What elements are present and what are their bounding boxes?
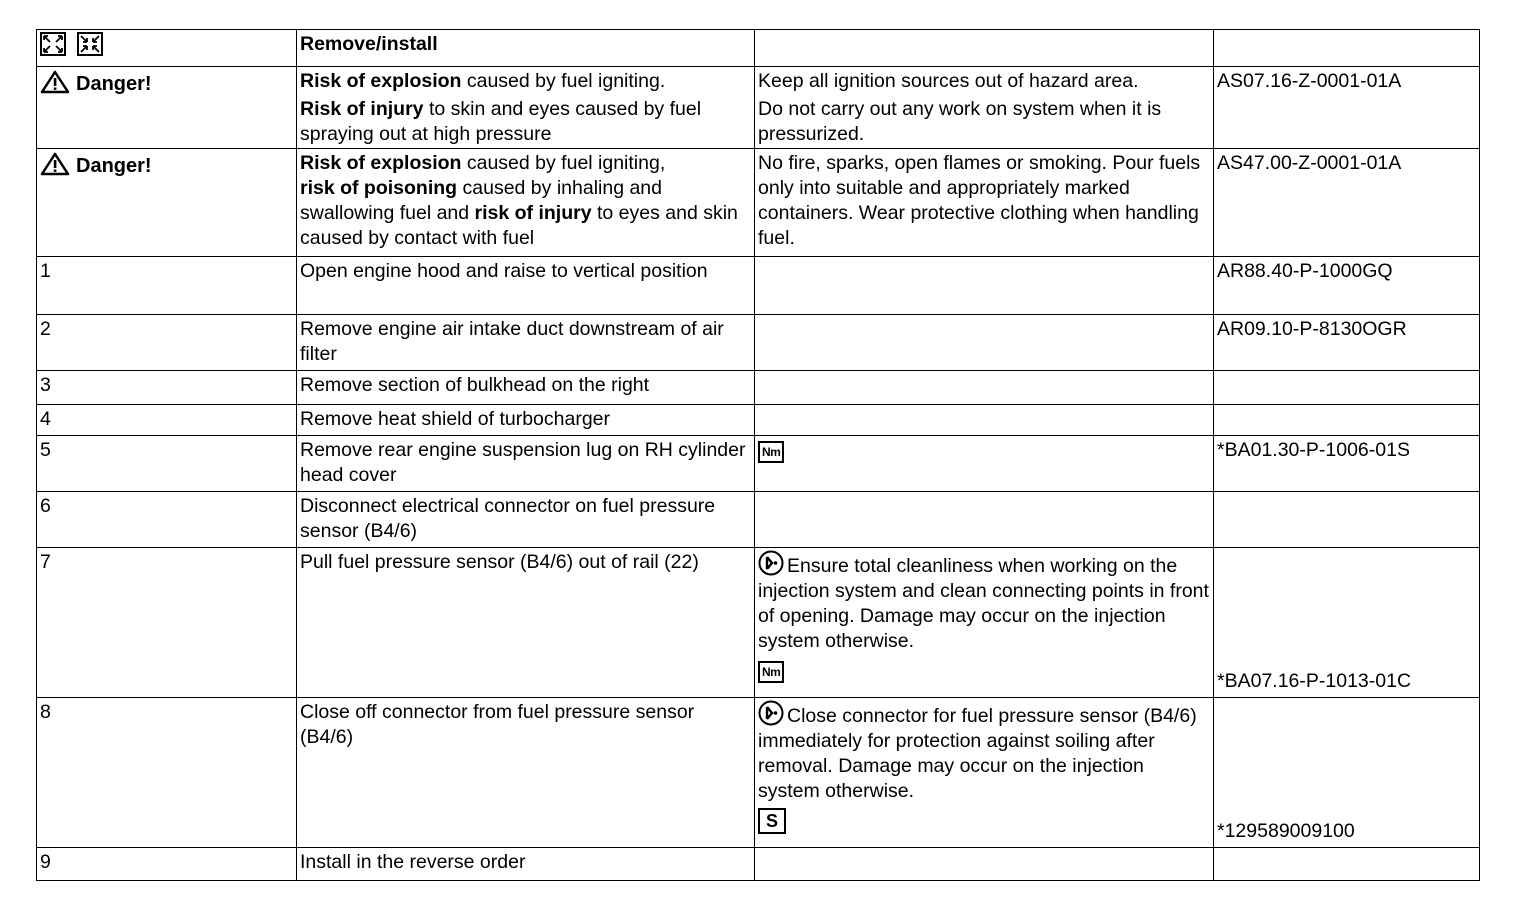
- step-action: Remove rear engine suspension lug on RH cylinder head cover: [297, 436, 755, 492]
- hazard-bold: Risk of explosion: [300, 152, 462, 174]
- hazard-text: [297, 67, 755, 149]
- header-row: [37, 30, 1480, 67]
- warning-triangle-icon: [40, 70, 70, 94]
- step-note: [755, 492, 1214, 548]
- step-action: Close off connector from fuel pressure sensor (B4/6): [297, 698, 755, 848]
- step-row: [37, 436, 1480, 492]
- danger-row-1: [37, 67, 1480, 149]
- step-number: 4: [37, 405, 297, 436]
- step-row: [37, 315, 1480, 371]
- remove-icon: [40, 32, 66, 56]
- step-note: [755, 698, 1214, 848]
- note-icon: [758, 550, 784, 576]
- step-row: [37, 698, 1480, 848]
- note-icon: [758, 700, 784, 726]
- hazard-text-part: caused by fuel igniting,: [461, 152, 666, 174]
- step-note: [755, 315, 1214, 371]
- torque-icon: Nm: [758, 661, 784, 683]
- hazard-bold: risk of poisoning: [300, 177, 458, 199]
- step-number: 5: [37, 436, 297, 492]
- header-title: Remove/install: [297, 30, 755, 67]
- step-note: [755, 548, 1214, 698]
- ref-code: *BA07.16-P-1013-01C: [1217, 670, 1412, 692]
- step-number: 3: [37, 371, 297, 405]
- step-action: Install in the reverse order: [297, 848, 755, 881]
- torque-icon: Nm: [758, 441, 784, 463]
- ref-code: AS47.00-Z-0001-01A: [1214, 149, 1480, 257]
- ref-code: [1214, 492, 1480, 548]
- step-row: [37, 371, 1480, 405]
- danger-label: Danger!: [76, 73, 152, 95]
- step-note: [755, 405, 1214, 436]
- ref-code: AS07.16-Z-0001-01A: [1214, 67, 1480, 149]
- step-number: 8: [37, 698, 297, 848]
- step-row: [37, 257, 1480, 315]
- note-text: Close connector for fuel pressure sensor (B4/6) immediately for protection against soiling after removal. Damage may occur on the injection system otherwise.: [758, 705, 1197, 802]
- ref-code-cell: [1214, 548, 1480, 698]
- step-action: Remove engine air intake duct downstream of air filter: [297, 315, 755, 371]
- warning-triangle-icon: [40, 152, 70, 176]
- ref-code-cell: [1214, 698, 1480, 848]
- step-number: 1: [37, 257, 297, 315]
- note-text: Ensure total cleanliness when working on the injection system and clean connecting points in front of opening. Damage may occur on the injection system otherwise.: [758, 555, 1209, 652]
- ref-code: [1214, 848, 1480, 881]
- hazard-text-part: caused by fuel igniting.: [461, 70, 666, 92]
- special-tool-icon: S: [758, 808, 786, 834]
- danger-label-cell: [37, 149, 297, 257]
- step-note: [755, 371, 1214, 405]
- step-number: 9: [37, 848, 297, 881]
- ref-code: [1214, 371, 1480, 405]
- step-note: [755, 848, 1214, 881]
- step-number: 2: [37, 315, 297, 371]
- hazard-text-part: to skin and eyes caused by fuel spraying out at high pressure: [300, 98, 702, 145]
- header-col3: [755, 30, 1214, 67]
- install-icon: [77, 32, 103, 56]
- step-action: Disconnect electrical connector on fuel pressure sensor (B4/6): [297, 492, 755, 548]
- step-number: 6: [37, 492, 297, 548]
- ref-code: [1214, 405, 1480, 436]
- step-action: Remove section of bulkhead on the right: [297, 371, 755, 405]
- danger-label: Danger!: [76, 155, 152, 177]
- header-icons-cell: [37, 30, 297, 67]
- hazard-bold: Risk of explosion: [300, 70, 462, 92]
- procedure-table: [36, 29, 1480, 881]
- step-action: Pull fuel pressure sensor (B4/6) out of rail (22): [297, 548, 755, 698]
- measure-line: Do not carry out any work on system when it is pressurized.: [758, 98, 1162, 145]
- step-note: [755, 257, 1214, 315]
- step-number: 7: [37, 548, 297, 698]
- ref-code: *BA01.30-P-1006-01S: [1214, 436, 1480, 492]
- hazard-text: [297, 149, 755, 257]
- step-note: [755, 436, 1214, 492]
- step-row: [37, 548, 1480, 698]
- header-col4: [1214, 30, 1480, 67]
- hazard-text-part: caused by inhaling and swallowing fuel and: [300, 177, 662, 224]
- step-action: Remove heat shield of turbocharger: [297, 405, 755, 436]
- hazard-text-part: to eyes and skin caused by contact with fuel: [300, 202, 738, 249]
- hazard-bold: Risk of injury: [300, 98, 424, 120]
- step-row: [37, 492, 1480, 548]
- ref-code: AR09.10-P-8130OGR: [1214, 315, 1480, 371]
- measures-text: No fire, sparks, open flames or smoking. Pour fuels only into suitable and appropriately marked containers. Wear protective clothing when handling fuel.: [755, 149, 1214, 257]
- danger-row-2: [37, 149, 1480, 257]
- measure-line: Keep all ignition sources out of hazard area.: [758, 70, 1139, 92]
- measures-text: [755, 67, 1214, 149]
- danger-label-cell: [37, 67, 297, 149]
- step-row: [37, 405, 1480, 436]
- step-row: [37, 848, 1480, 881]
- ref-code: AR88.40-P-1000GQ: [1214, 257, 1480, 315]
- hazard-bold: risk of injury: [474, 202, 592, 224]
- ref-code: *129589009100: [1217, 820, 1355, 842]
- step-action: Open engine hood and raise to vertical position: [297, 257, 755, 315]
